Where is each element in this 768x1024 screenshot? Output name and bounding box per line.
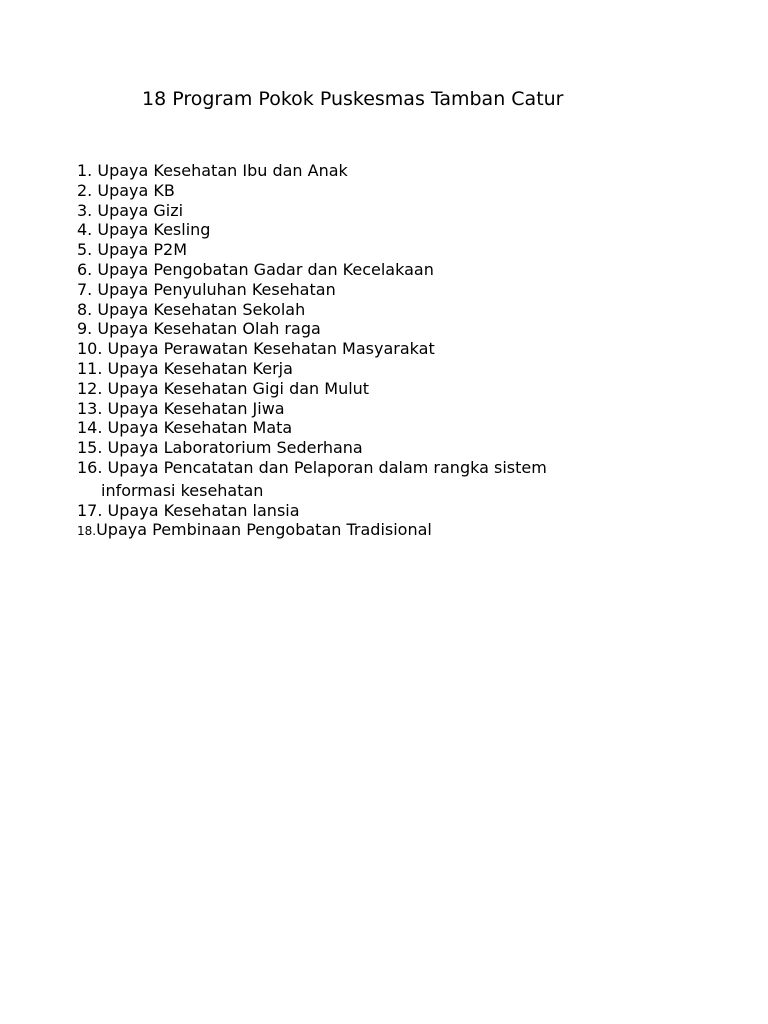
list-item — [77, 319, 637, 339]
item-number: 8. — [77, 299, 93, 319]
item-text: Upaya Kesehatan Olah raga — [97, 319, 321, 339]
item-text: Upaya Kesehatan lansia — [107, 500, 300, 520]
item-text: Upaya Pengobatan Gadar dan Kecelakaan — [97, 259, 434, 279]
item-number: 15. — [77, 438, 103, 458]
item-number: 13. — [77, 398, 103, 418]
item-number: 14. — [77, 418, 103, 438]
item-number: 5. — [77, 240, 93, 260]
item-number: 7. — [77, 279, 93, 299]
list-item — [77, 201, 637, 221]
item-text: Upaya Gizi — [97, 200, 184, 220]
item-number: 9. — [77, 319, 93, 339]
item-text: Upaya Kesling — [97, 220, 211, 240]
item-text: Upaya Kesehatan Gigi dan Mulut — [107, 378, 370, 398]
item-number: 4. — [77, 220, 93, 240]
item-number: 6. — [77, 259, 93, 279]
item-text: Upaya P2M — [97, 240, 188, 260]
item-text: Upaya Kesehatan Ibu dan Anak — [97, 161, 348, 180]
item-number: 17. — [77, 500, 103, 520]
item-text: Upaya Kesehatan Sekolah — [97, 299, 306, 319]
item-number: 2. — [77, 180, 93, 200]
item-text: Upaya Kesehatan Mata — [107, 418, 293, 438]
item-text: Upaya Kesehatan Jiwa — [107, 398, 285, 418]
item-number: 1. — [77, 161, 93, 180]
item-text: Upaya Pencatatan dan Pelaporan dalam rangka sistem — [107, 457, 547, 477]
list-item — [77, 260, 637, 280]
list-item — [77, 501, 637, 521]
item-text: Upaya Pembinaan Pengobatan Tradisional — [96, 520, 432, 540]
list-item — [77, 458, 637, 501]
list-item — [77, 359, 637, 379]
item-text-continuation: informasi kesehatan — [101, 480, 264, 500]
list-item — [77, 399, 637, 419]
page-title: 18 Program Pokok Puskesmas Tamban Catur — [142, 88, 564, 110]
item-text: Upaya Kesehatan Kerja — [107, 358, 293, 378]
program-list — [77, 161, 637, 542]
item-text: Upaya Laboratorium Sederhana — [107, 438, 363, 458]
list-item — [77, 520, 637, 542]
item-text: Upaya KB — [97, 180, 175, 200]
item-number: 12. — [77, 378, 103, 398]
list-item — [77, 339, 637, 359]
item-number: 11. — [77, 358, 103, 378]
list-item — [77, 161, 637, 181]
list-item — [77, 240, 637, 260]
item-number: 10. — [77, 339, 103, 359]
item-number: 16. — [77, 457, 103, 477]
list-item — [77, 181, 637, 201]
list-item — [77, 280, 637, 300]
item-number: 18. — [77, 524, 97, 539]
list-item — [77, 379, 637, 399]
list-item — [77, 220, 637, 240]
item-number: 3. — [77, 200, 93, 220]
item-text: Upaya Penyuluhan Kesehatan — [97, 279, 336, 299]
list-item — [77, 300, 637, 320]
list-item — [77, 418, 637, 438]
list-item — [77, 438, 637, 458]
item-text: Upaya Perawatan Kesehatan Masyarakat — [107, 339, 435, 359]
